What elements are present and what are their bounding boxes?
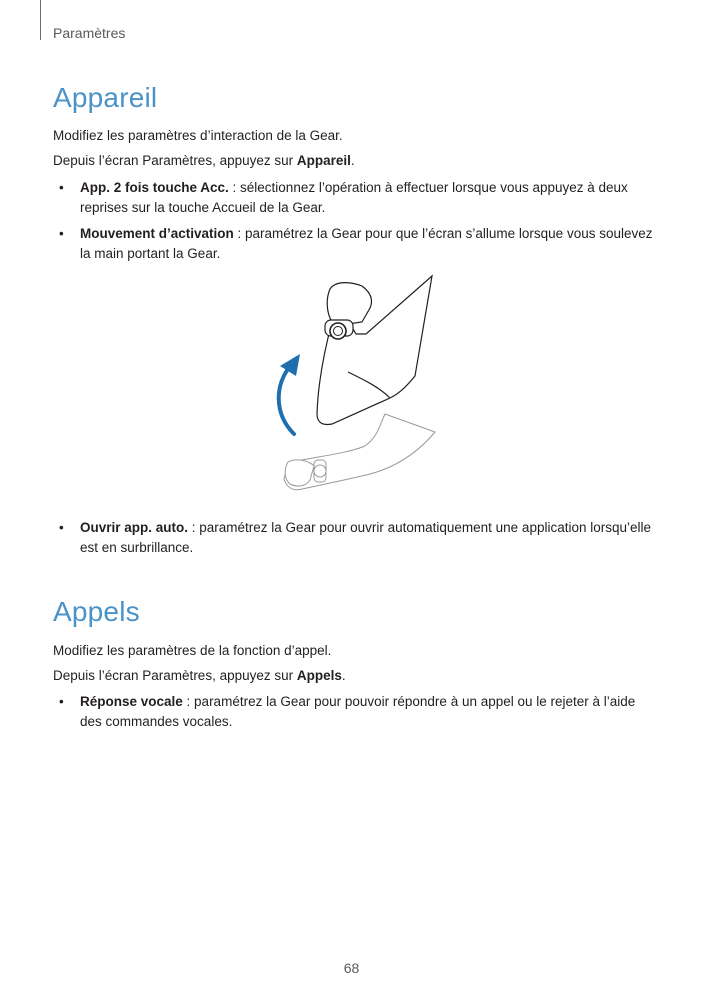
lowered-arm bbox=[284, 414, 435, 490]
item-term: Réponse vocale bbox=[80, 694, 183, 709]
item-term: Ouvrir app. auto. bbox=[80, 520, 189, 535]
appels-intro: Modifiez les paramètres de la fonction d’appel. bbox=[53, 643, 332, 658]
appareil-path-bold: Appareil bbox=[296, 153, 351, 168]
appels-path: Depuis l’écran Paramètres, appuyez sur Appels. bbox=[53, 668, 346, 683]
item-term: App. 2 fois touche Acc. bbox=[80, 180, 229, 195]
item-text: : paramétrez la Gear pour ouvrir automatiquement une application lorsqu’elle est en surbrillance. bbox=[80, 520, 652, 555]
section-title-appels: Appels bbox=[53, 596, 140, 627]
item-text: : paramétrez la Gear pour pouvoir répondre à un appel ou le rejeter à l’aide des commandes vocales. bbox=[80, 694, 636, 729]
page-number: 68 bbox=[343, 960, 360, 976]
appareil-path: Depuis l’écran Paramètres, appuyez sur Appareil. bbox=[53, 153, 355, 168]
header-title: Paramètres bbox=[53, 25, 126, 41]
header-rule bbox=[40, 0, 41, 40]
upward-arrow-icon bbox=[279, 354, 300, 434]
appareil-intro: Modifiez les paramètres d’interaction de la Gear. bbox=[53, 128, 343, 143]
list-item: • Ouvrir app. auto. : paramétrez la Gear pour ouvrir automatiquement une application lorsqu’elle est en surbrillance. bbox=[59, 520, 652, 555]
item-text: : paramétrez la Gear pour que l’écran s’allume lorsque vous soulevez la main portant la Gear. bbox=[80, 226, 653, 261]
item-term: Mouvement d’activation bbox=[80, 226, 234, 241]
appels-path-bold: Appels bbox=[296, 668, 342, 683]
section-title-appareil: Appareil bbox=[53, 82, 158, 113]
appels-list bbox=[53, 692, 653, 738]
appareil-list-continued bbox=[53, 518, 653, 564]
list-item: • App. 2 fois touche Acc. : sélectionnez l’opération à effectuer lorsque vous appuyez à deux reprises sur la touche Accueil de la Gear. bbox=[59, 180, 628, 215]
list-item: • Réponse vocale : paramétrez la Gear pour pouvoir répondre à un appel ou le rejeter à l’aide des commandes vocales. bbox=[59, 694, 636, 729]
wrist-raise-illustration bbox=[270, 274, 450, 504]
item-text: : sélectionnez l’opération à effectuer lorsque vous appuyez à deux reprises sur la touche Accueil de la Gear. bbox=[80, 180, 628, 215]
appareil-list bbox=[53, 178, 653, 270]
raised-arm bbox=[317, 276, 432, 425]
list-item: • Mouvement d’activation : paramétrez la Gear pour que l’écran s’allume lorsque vous soulevez la main portant la Gear. bbox=[59, 226, 653, 261]
